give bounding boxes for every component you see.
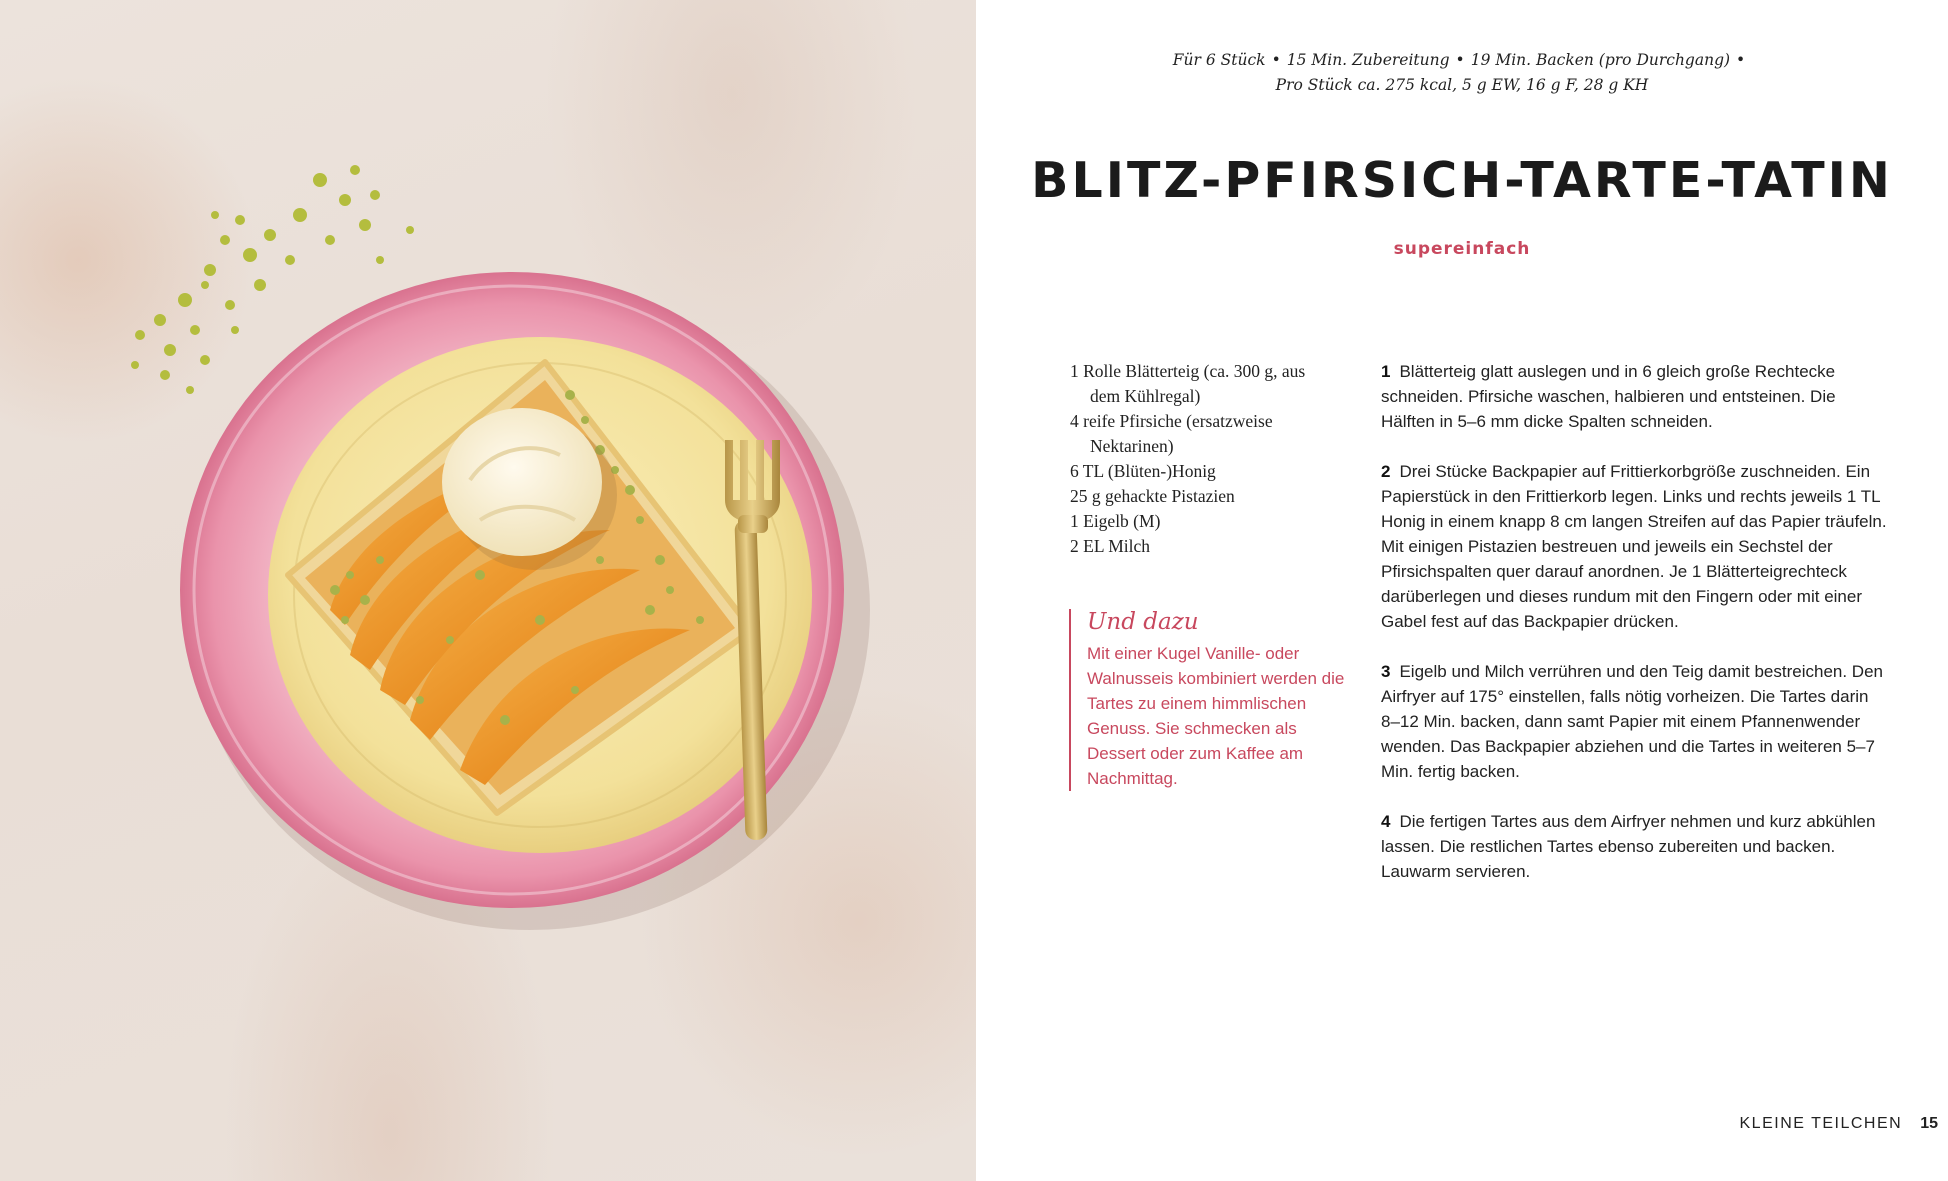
step-number: 4 [1381,812,1391,831]
recipe-page [976,0,1948,1181]
step-3 [1381,659,1891,784]
recipe-title: BLITZ-PFIRSICH-TARTE-TATIN [1031,152,1893,209]
step-number: 2 [1381,462,1391,481]
page-number: 15 [1920,1115,1938,1132]
recipe-difficulty: supereinfach [1393,239,1531,259]
ingredient-item: 6 TL (Blüten-)Honig [1070,461,1216,481]
ingredient-item: 2 EL Milch [1070,536,1151,556]
ingredient-list [1070,359,1330,559]
step-1 [1381,359,1891,434]
step-text: Drei Stücke Backpapier auf Frittierkorbgröße zuschneiden. Ein Papierstück in den Frittierkorb legen. Links und rechts jeweils 1 TL Honig in einem knapp 8 cm langen Streifen auf das Papier träufeln. Mit einigen Pistazien bestreuen und jeweils ein Sechstel der Pfirsichspalten quer darauf anordnen. Je 1 Blätterteigrechteck darüberlegen und dieses rundum mit den Fingern oder mit einer Gabel fest auf das Backpapier drücken. [1381,462,1887,631]
step-number: 1 [1381,362,1391,381]
step-2 [1381,459,1891,634]
meta-bake-time: 19 Min. Backen (pro Durchgang) [1470,51,1731,69]
step-text: Eigelb und Milch verrühren und den Teig damit bestreichen. Den Airfryer auf 175° einstellen, falls nötig vorheizen. Die Tartes darin 8–12 Min. backen, dann samt Papier mit einem Pfannenwender wenden. Das Backpapier abziehen und die Tartes in weiteren 5–7 Min. fertig backen. [1381,662,1883,781]
page-footer [1740,1115,1939,1133]
step-text: Die fertigen Tartes aus dem Airfryer nehmen und kurz abkühlen lassen. Die restlichen Tartes ebenso zubereiten und backen. Lauwarm servieren. [1381,812,1876,881]
step-number: 3 [1381,662,1391,681]
meta-prep-time: 15 Min. Zubereitung [1286,51,1450,69]
tip-text: Mit einer Kugel Vanille- oder Walnusseis kombiniert werden die Tartes zu einem himmlischen Genuss. Sie schmecken als Dessert oder zum Kaffee am Nachmittag. [1087,644,1345,788]
section-name: KLEINE TEILCHEN [1739,1115,1903,1132]
meta-servings: Für 6 Stück [1172,51,1266,69]
ingredient-item: 4 reife Pfirsiche (ersatzweise Nektarinen) [1070,411,1273,456]
ingredient-item: 1 Rolle Blätterteig (ca. 300 g, aus dem Kühlregal) [1070,361,1306,406]
meta-nutrition: Pro Stück ca. 275 kcal, 5 g EW, 16 g F, 28 g KH [1275,76,1649,94]
ingredient-item: 25 g gehackte Pistazien [1070,486,1235,506]
step-4 [1381,809,1891,884]
step-text: Blätterteig glatt auslegen und in 6 gleich große Rechtecke schneiden. Pfirsiche waschen, halbieren und entsteinen. Die Hälften in 5–6 mm dicke Spalten schneiden. [1381,362,1836,431]
ingredient-item: 1 Eigelb (M) [1070,511,1161,531]
instruction-steps [1381,359,1891,909]
recipe-meta [976,48,1948,98]
tip-title: Und dazu [1087,609,1199,635]
meta-line-1: Für 6 Stück • 15 Min. Zubereitung • 19 Min. Backen (pro Durchgang) • [1172,51,1746,69]
serving-tip [1069,609,1352,791]
